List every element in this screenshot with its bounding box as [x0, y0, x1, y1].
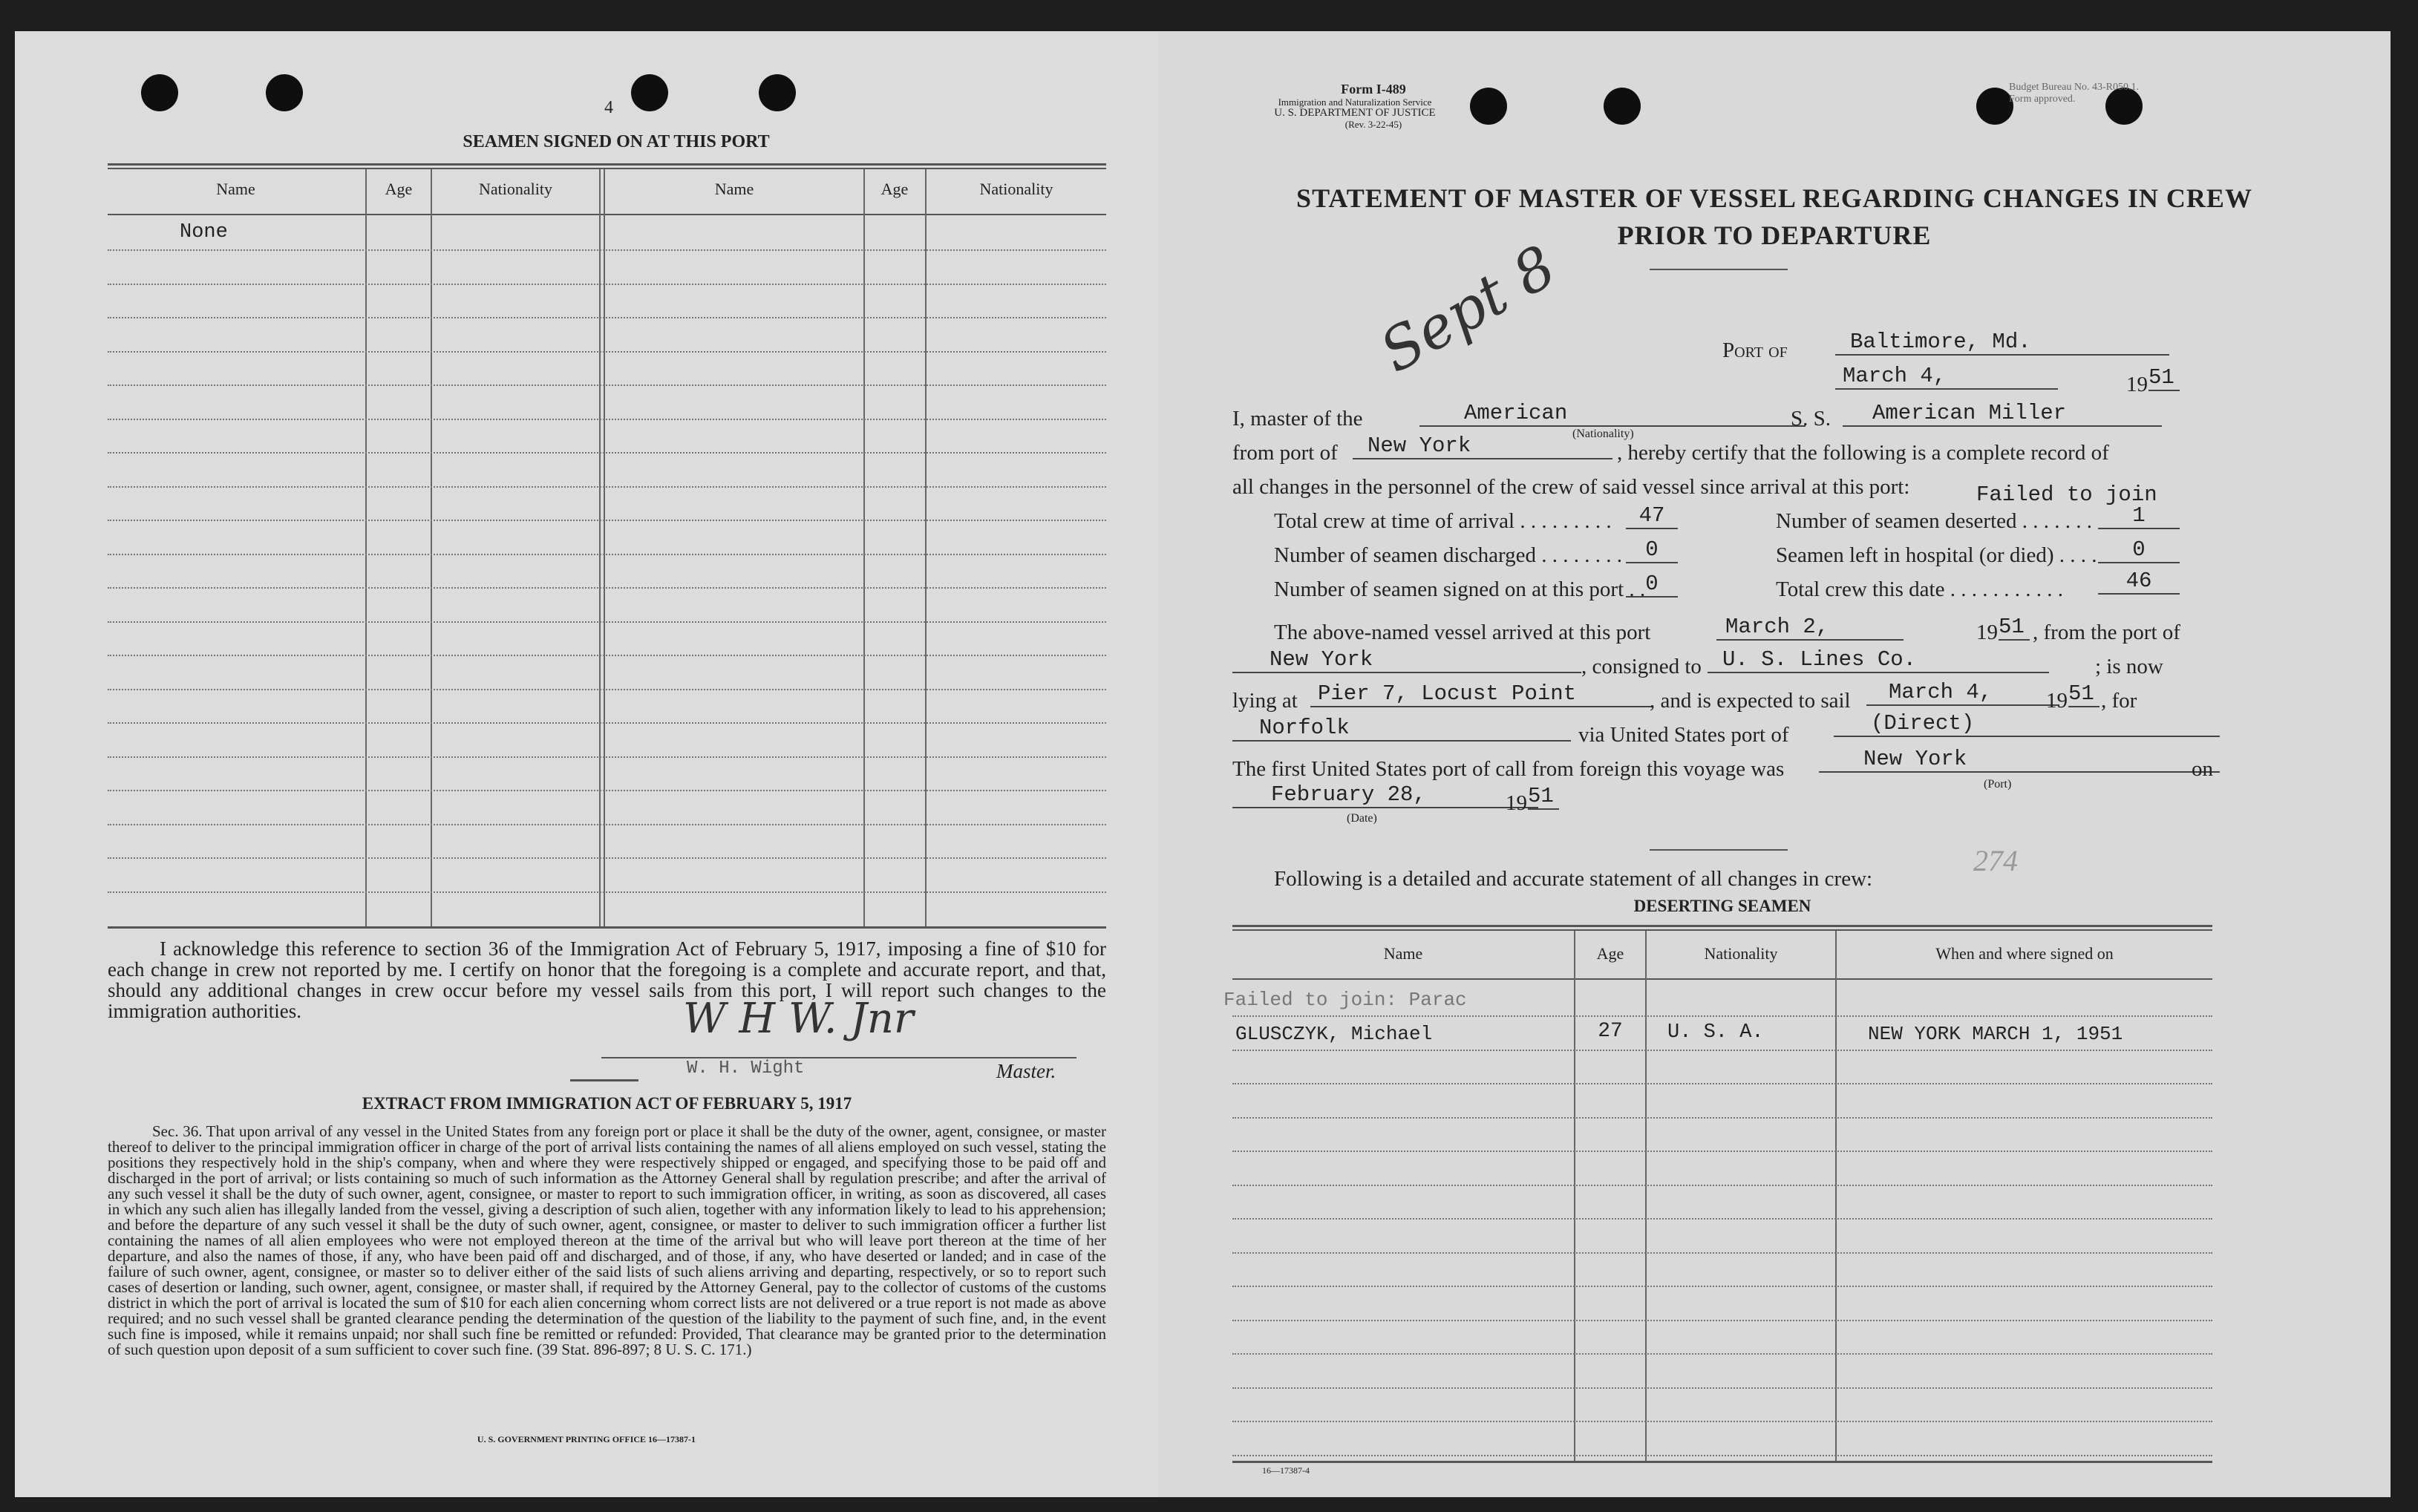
arrived-date: March 2,	[1716, 615, 1904, 641]
row-rule	[108, 384, 1106, 386]
row-rule	[108, 891, 1106, 893]
row-rule	[108, 756, 1106, 758]
is-now-label: ; is now	[2095, 655, 2163, 678]
extract-title: EXTRACT FROM IMMIGRATION ACT OF FEBRUARY 5, 1917	[362, 1094, 852, 1113]
stat-label: Number of seamen signed on at this port . .	[1274, 577, 1646, 601]
section-title: SEAMEN SIGNED ON AT THIS PORT	[463, 132, 770, 151]
port-value: Baltimore, Md.	[1835, 330, 2169, 356]
col-header-name: Name	[216, 180, 255, 198]
vessel-name: American Miller	[1843, 401, 2162, 427]
signature-line	[601, 1057, 1076, 1058]
first-date: February 28,	[1232, 782, 1538, 808]
form-revision: (Rev. 3-22-45)	[1344, 119, 1402, 130]
col-header-nationality: Nationality	[979, 180, 1053, 198]
consignee: U. S. Lines Co.	[1708, 647, 2049, 673]
row-rule	[108, 587, 1106, 589]
first-year: 51	[1528, 784, 1559, 810]
deserter-signed-on: NEW YORK MARCH 1, 1951	[1868, 1023, 2123, 1045]
master-name-typed: W. H. Wight	[687, 1058, 805, 1079]
port-caption: (Port)	[1984, 778, 2012, 791]
row-rule	[108, 655, 1106, 656]
deserter-nationality: U. S. A.	[1667, 1021, 1764, 1044]
table-top-rule	[108, 168, 1106, 169]
handwritten-note: Sept 8	[1369, 233, 1567, 386]
page-number: 4	[604, 98, 613, 117]
stat-label: Total crew this date . . . . . . . . . . .	[1776, 577, 2063, 601]
arrived-from: New York	[1232, 647, 1581, 673]
table-header-rule	[1232, 978, 2212, 980]
col-header-name: Name	[1383, 944, 1423, 963]
table-top-rule	[1232, 929, 2212, 931]
table-bottom-rule	[108, 926, 1106, 929]
row-rule	[1232, 1151, 2212, 1152]
year-prefix: 19	[1976, 621, 1998, 644]
row-rule	[108, 317, 1106, 318]
lying-at: Pier 7, Locust Point	[1310, 681, 1652, 707]
row-rule	[1232, 1083, 2212, 1084]
following-text: Following is a detailed and accurate statement of all changes in crew:	[1274, 867, 1873, 891]
punch-hole	[759, 74, 796, 111]
punch-hole	[141, 74, 178, 111]
row-rule	[108, 486, 1106, 488]
certify-text: , hereby certify that the following is a complete record of	[1617, 441, 2109, 465]
acknowledgement-text: I acknowledge this reference to section 36 of the Immigration Act of February 5, 1917, imposing a fine of $10 for each change in crew not reported by me. I certify on honor that the foregoing is a complete and accurate report, and that, should any additional changes in crew occur before my vessel sails from this port, I will report such changes to the immigration authorities.	[108, 937, 1106, 1022]
stat-label: Number of seamen discharged . . . . . . . .	[1274, 543, 1622, 567]
column-divider	[599, 169, 601, 926]
col-header-signed-on: When and where signed on	[1935, 944, 2114, 963]
year-prefix: 19	[2046, 689, 2068, 713]
title-rule	[1650, 269, 1788, 270]
row-rule	[1232, 1353, 2212, 1355]
total-crew-arrival: 47	[1626, 503, 1678, 529]
column-divider	[604, 169, 605, 926]
left-page	[15, 31, 1162, 1497]
table-bottom-rule	[1232, 1461, 2212, 1463]
lying-label: lying at	[1232, 689, 1298, 713]
first-entry: None	[180, 221, 228, 243]
row-rule	[108, 621, 1106, 623]
row-rule	[108, 249, 1106, 251]
row-rule	[108, 419, 1106, 420]
from-port-value: New York	[1353, 433, 1612, 459]
col-header-age: Age	[385, 180, 413, 198]
row-rule	[1232, 1320, 2212, 1321]
agency-line: Immigration and Naturalization Service	[1278, 96, 1432, 108]
seamen-deserted: 1	[2098, 503, 2180, 529]
from-port-label: from port of	[1232, 441, 1338, 465]
sail-date: March 4,	[1866, 680, 2059, 706]
right-page	[1158, 31, 2391, 1497]
on-label: on	[2192, 757, 2213, 781]
stat-label: Number of seamen deserted . . . . . . .	[1776, 509, 2093, 533]
from-the-port-label: , from the port of	[2033, 621, 2180, 644]
column-divider	[925, 169, 927, 926]
row-rule	[108, 824, 1106, 825]
column-divider	[863, 169, 865, 926]
nationality-caption: (Nationality)	[1572, 428, 1634, 440]
row-rule	[108, 520, 1106, 521]
port-label: Port of	[1722, 338, 1788, 362]
signature-rule	[570, 1079, 638, 1081]
date-caption: (Date)	[1347, 812, 1377, 825]
row-rule	[1232, 1185, 2212, 1186]
budget-bureau: Budget Bureau No. 43-R050.1.	[2009, 82, 2139, 93]
row-rule	[1232, 1050, 2212, 1051]
row-rule	[1232, 1387, 2212, 1389]
divider-rule	[1650, 849, 1788, 851]
seamen-hospital: 0	[2098, 537, 2180, 563]
column-divider	[1645, 931, 1647, 1462]
table-top-rule	[108, 163, 1106, 166]
date-value: March 4,	[1835, 364, 2058, 390]
consigned-label: , consigned to	[1581, 655, 1702, 678]
nationality-value: American	[1419, 401, 1806, 427]
row-rule	[108, 452, 1106, 454]
row-rule	[1232, 1421, 2212, 1422]
row-rule	[108, 351, 1106, 353]
sail-year: 51	[2068, 681, 2100, 707]
master-label: Master.	[996, 1060, 1056, 1082]
col-header-name: Name	[714, 180, 754, 198]
arrived-label: The above-named vessel arrived at this port	[1274, 621, 1651, 644]
all-changes-text: all changes in the personnel of the crew of said vessel since arrival at this port:	[1232, 475, 1910, 499]
via-port: (Direct)	[1834, 711, 2220, 737]
form-approved: Form approved.	[2009, 94, 2076, 105]
printer-line: U. S. GOVERNMENT PRINTING OFFICE 16—17387-1	[477, 1434, 696, 1444]
failed-note: Failed to join	[1976, 482, 2157, 507]
punch-hole	[266, 74, 303, 111]
row-rule	[1232, 1286, 2212, 1287]
expected-label: , and is expected to sail	[1650, 689, 1851, 713]
agency-line: U. S. DEPARTMENT OF JUSTICE	[1274, 107, 1436, 119]
col-header-nationality: Nationality	[1704, 944, 1778, 963]
form-number: Form I-489	[1341, 82, 1406, 96]
master-of-label: I, master of the	[1232, 407, 1363, 431]
seamen-signed-on: 0	[1626, 572, 1678, 598]
seamen-discharged: 0	[1626, 537, 1678, 563]
row-rule	[1232, 1455, 2212, 1456]
total-crew-date: 46	[2098, 569, 2180, 595]
row-rule	[108, 284, 1106, 285]
master-signature: W H W. Jnr	[683, 995, 914, 1043]
form-title: PRIOR TO DEPARTURE	[1617, 220, 1932, 250]
date-year: 51	[2149, 365, 2180, 391]
punch-hole	[1604, 88, 1641, 125]
year-prefix: 19	[2126, 373, 2148, 396]
row-rule	[108, 689, 1106, 690]
stamp-number: 274	[1973, 844, 2018, 877]
deserter-age: 27	[1598, 1020, 1623, 1043]
year-prefix: 19	[1506, 791, 1527, 815]
row-rule	[108, 722, 1106, 724]
row-rule	[1232, 1117, 2212, 1119]
stat-label: Seamen left in hospital (or died) . . . .	[1776, 543, 2097, 567]
faint-row: Failed to join: Parac	[1223, 989, 1467, 1011]
punch-hole	[1976, 88, 2013, 125]
row-rule	[1232, 1218, 2212, 1220]
footer-code: 16—17387-4	[1262, 1465, 1310, 1476]
row-rule	[108, 790, 1106, 791]
destination: Norfolk	[1232, 716, 1571, 742]
form-title: STATEMENT OF MASTER OF VESSEL REGARDING CHANGES IN CREW	[1296, 183, 2252, 213]
extract-text: Sec. 36. That upon arrival of any vessel in the United States from any foreign port or place it shall be the duty of the owner, agent, consignee, or master thereof to deliver to the principal immigration officer in charge of the port of arrival lists containing the names of all aliens employed on such vessel, stating the positions they respectively hold in the ship's company, when and where they were respectively shipped or engaged, and specifying those to be paid off and discharged in the port of arrival; or lists containing so much of such information as the Attorney General shall by regulation prescribe; and after the arrival of any such vessel it shall be the duty of such owner, agent, consignee, or master to report to such immigration officer, in writing, as soon as discovered, all cases in which any such alien has illegally landed from the vessel, giving a description of such alien, together with any information likely to lead to his apprehension; and before the departure of any such vessel it shall be the duty of such owner, agent, consignee, or master to deliver to such immigration officer a further list containing the names of all alien employees who were not employed thereon at the time of the arrival but who will leave port thereon at the time of her departure, and also the names of those, if any, who have been paid off and discharged, and of those, if any, who have deserted or landed; and in case of the failure of such owner, agent, consignee, or master so to deliver either of the said lists of such aliens arriving and departing, respectively, or so to report such cases of desertion or landing, such owner, agent, consignee, or master shall, if required by the Attorney General, pay to the collector of customs of the customs district in which the port of arrival is located the sum of $10 for each alien concerning whom correct lists are not delivered or a true report is not made as above required; and no such vessel shall be granted clearance pending the determination of the question of the liability to the payment of such fine, and, in the event such fine is imposed, while it remains unpaid; nor shall such fine be remitted or refunded: Provided, That clearance may be granted prior to the determination of such question upon deposit of a sum sufficient to cover such fine. (39 Stat. 896-897; 8 U. S. C. 171.)	[108, 1122, 1106, 1358]
arrived-year: 51	[1999, 615, 2030, 641]
deserter-name: GLUSCZYK, Michael	[1235, 1023, 1433, 1045]
col-header-nationality: Nationality	[479, 180, 552, 198]
column-divider	[431, 169, 432, 926]
via-label: via United States port of	[1578, 723, 1789, 747]
first-port: New York	[1819, 747, 2220, 773]
row-rule	[108, 857, 1106, 859]
col-header-age: Age	[1596, 944, 1624, 963]
row-rule	[1232, 1252, 2212, 1254]
deserting-title: DESERTING SEAMEN	[1633, 897, 1811, 915]
ss-label: S. S.	[1791, 407, 1832, 431]
column-divider	[1574, 931, 1575, 1462]
row-rule	[1232, 1015, 2212, 1017]
for-label: , for	[2101, 689, 2137, 713]
stat-label: Total crew at time of arrival . . . . . . . . .	[1274, 509, 1612, 533]
table-header-rule	[108, 214, 1106, 215]
col-header-age: Age	[880, 180, 909, 198]
row-rule	[108, 554, 1106, 555]
table-top-rule	[1232, 925, 2212, 927]
column-divider	[1835, 931, 1837, 1462]
first-port-label: The first United States port of call from foreign this voyage was	[1232, 757, 1785, 781]
column-divider	[365, 169, 367, 926]
